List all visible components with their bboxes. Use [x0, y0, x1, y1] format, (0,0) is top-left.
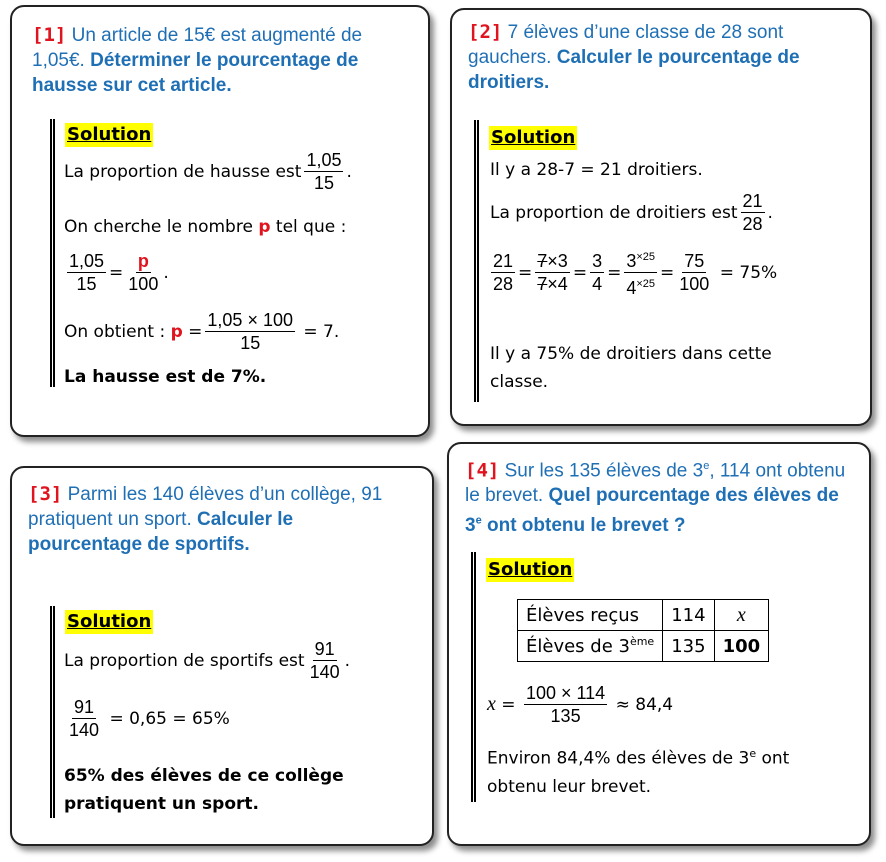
question-2: [2] 7 élèves d’une classe de 28 sont gauchers. Calculer le pourcentage de droitiers. — [468, 21, 800, 93]
question-1: [1] Un article de 15€ est augmenté de 1,05€. Déterminer le pourcentage de hausse sur cet article. — [32, 24, 363, 96]
fraction: $\frac{1,05 \times 100}{15}$ — [207, 310, 293, 353]
exercise-card-2 — [450, 8, 872, 426]
table-cell: 135 — [663, 631, 714, 662]
fraction: $\frac{3}{4}$ — [592, 251, 603, 294]
proportion-line: La proportion de droitiers est $\frac{21}{28}$ . — [490, 191, 773, 234]
calculation-line: $\frac{21}{28}$ = $\frac{7\times 3}{7\times 4}$ = $\frac{3}{4}$ = $\frac{3^{\times 25}}{4^{\times 25}}$ = $\frac{75}{100}$ = 75% — [488, 246, 777, 299]
table-row — [518, 631, 769, 662]
proportion-line: La proportion de sportifs est $\frac{91}{140}$ . — [64, 639, 351, 682]
table-cell: 114 — [663, 600, 714, 631]
conclusion: Environ 84,4% des élèves de 3e ont obtenu leur brevet. — [487, 747, 790, 797]
fraction: $\frac{21}{28}$ — [493, 251, 514, 294]
table-row — [518, 600, 769, 631]
table-cell: Élèves reçus — [518, 600, 663, 631]
exercise-card-1 — [10, 5, 430, 437]
exercise-card-4 — [447, 442, 871, 846]
proportion-line: La proportion de hausse est $\frac{1,05}{15}$ . — [64, 150, 352, 193]
table-cell: Élèves de 3ème — [518, 631, 663, 662]
fraction: $\frac{1,05}{15}$ — [69, 251, 105, 294]
fraction: $\frac{1,05}{15}$ — [306, 150, 342, 193]
droitiers-line: Il y a 28-7 = 21 droitiers. — [490, 160, 703, 180]
fraction-simplified: $\frac{7\times 3}{7\times 4}$ — [537, 251, 568, 294]
fraction: $\frac{21}{28}$ — [742, 191, 763, 234]
conclusion: 65% des élèves de ce collège pratiquent un sport. — [64, 766, 344, 814]
proportionality-table — [517, 599, 769, 662]
result-line: On obtient : p = $\frac{1,05 \times 100}{15}$ = 7. — [64, 310, 340, 353]
solution-title: Solution — [67, 611, 152, 632]
solution-title: Solution — [488, 559, 573, 580]
question-4: [4] Sur les 135 élèves de 3e, 114 ont obtenu le brevet. Quel pourcentage des élèves de 3e ont obtenu le brevet ? — [465, 459, 846, 536]
table-cell: 100 — [714, 631, 769, 662]
fraction: $\frac{91}{140}$ — [69, 697, 100, 740]
solution-title: Solution — [491, 127, 576, 148]
exercise-card-3 — [10, 466, 434, 846]
table-cell: x — [714, 600, 769, 631]
fraction: $\frac{100 \times 114}{135}$ — [525, 683, 606, 726]
equation-line: $\frac{1,05}{15}$ = $\frac{p}{100}$ . — [69, 251, 169, 294]
conclusion: Il y a 75% de droitiers dans cette classe. — [490, 344, 772, 392]
fraction-scaled: $\frac{3^{\times 25}}{4^{\times 25}}$ — [624, 246, 657, 299]
calculation-line: $\frac{91}{140}$ = 0,65 = 65% — [69, 697, 230, 740]
equation-line: x = $\frac{100 \times 114}{135}$ ≈ 84,4 — [487, 683, 674, 726]
conclusion: La hausse est de 7%. — [64, 367, 267, 387]
fraction: $\frac{91}{140}$ — [309, 639, 340, 682]
fraction: $\frac{p}{100}$ — [128, 251, 159, 294]
question-3: [3] Parmi les 140 élèves d’un collège, 91 pratiquent un sport. Calculer le pourcentage de sportifs. — [28, 483, 383, 555]
search-line: On cherche le nombre p tel que : — [64, 217, 347, 237]
solution-title: Solution — [67, 124, 152, 145]
fraction: $\frac{75}{100}$ — [679, 251, 710, 294]
